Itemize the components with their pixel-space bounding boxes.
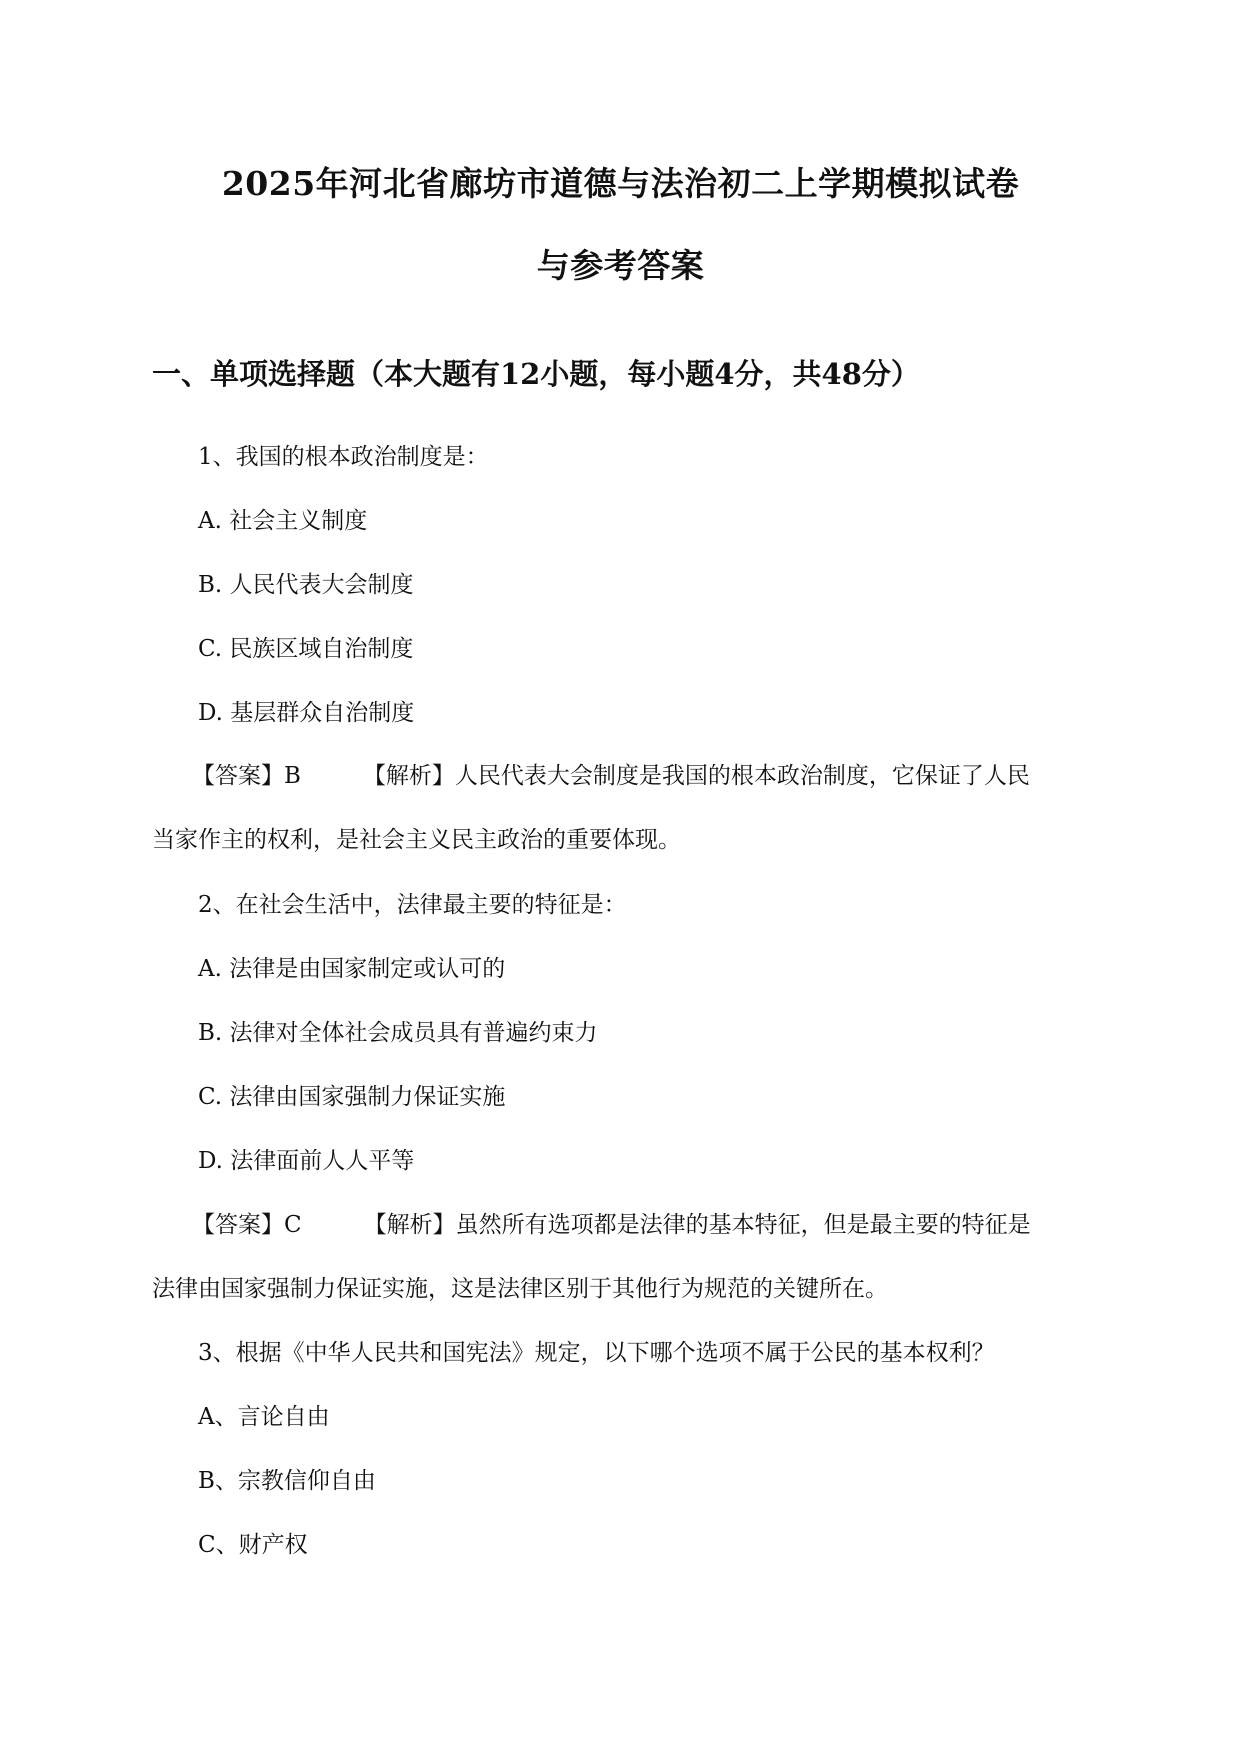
question-2-stem: 2、在社会生活中，法律最主要的特征是： bbox=[198, 892, 627, 918]
question-2-option-d: D. 法律面前人人平等 bbox=[198, 1148, 415, 1174]
question-3-option-a: A、言论自由 bbox=[198, 1404, 330, 1430]
question-1-analysis: 【解析】人民代表大会制度是我国的根本政治制度，它保证了人民 bbox=[362, 763, 1030, 789]
question-2-answer-line bbox=[192, 1206, 1031, 1239]
section-heading: 一、单项选择题（本大题有12小题，每小题4分，共48分） bbox=[152, 357, 920, 391]
question-2-option-c: C. 法律由国家强制力保证实施 bbox=[198, 1084, 506, 1110]
question-2-answer: 【答案】C bbox=[192, 1212, 302, 1238]
question-1-answer: 【答案】B bbox=[192, 763, 301, 789]
question-1-analysis-continued: 当家作主的权利，是社会主义民主政治的重要体现。 bbox=[152, 827, 681, 853]
question-2-option-a: A. 法律是由国家制定或认可的 bbox=[198, 956, 506, 982]
question-1-option-b: B. 人民代表大会制度 bbox=[198, 572, 414, 598]
question-2-analysis-continued: 法律由国家强制力保证实施，这是法律区别于其他行为规范的关键所在。 bbox=[152, 1276, 888, 1302]
question-1-stem: 1、我国的根本政治制度是： bbox=[198, 444, 489, 470]
document-subtitle: 与参考答案 bbox=[536, 246, 705, 285]
document-title: 2025年河北省廊坊市道德与法治初二上学期模拟试卷 bbox=[221, 164, 1020, 203]
question-2-option-b: B. 法律对全体社会成员具有普遍约束力 bbox=[198, 1020, 598, 1046]
question-1-option-c: C. 民族区域自治制度 bbox=[198, 636, 414, 662]
question-2-analysis: 【解析】虽然所有选项都是法律的基本特征，但是最主要的特征是 bbox=[363, 1212, 1031, 1238]
question-1-option-a: A. 社会主义制度 bbox=[198, 508, 368, 534]
question-1-option-d: D. 基层群众自治制度 bbox=[198, 700, 415, 726]
question-3-stem: 3、根据《中华人民共和国宪法》规定，以下哪个选项不属于公民的基本权利？ bbox=[198, 1340, 995, 1366]
question-3-option-b: B、宗教信仰自由 bbox=[198, 1468, 376, 1494]
question-3-option-c: C、财产权 bbox=[198, 1532, 308, 1558]
question-1-answer-line bbox=[192, 757, 1030, 790]
